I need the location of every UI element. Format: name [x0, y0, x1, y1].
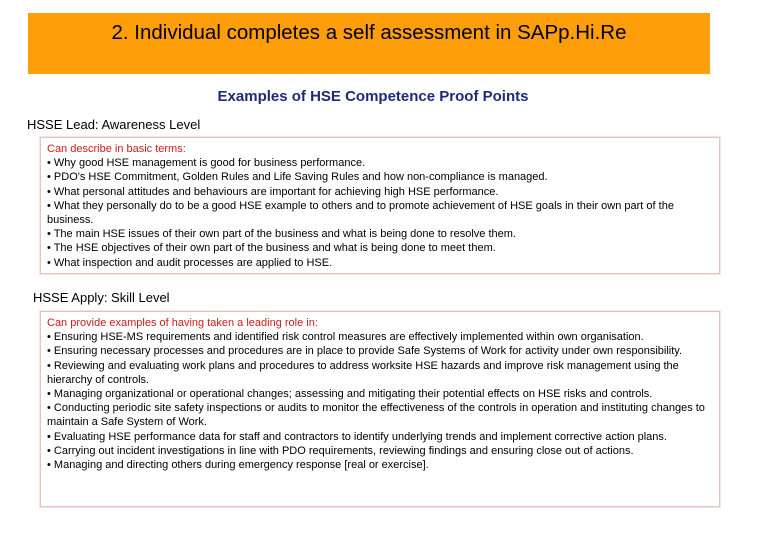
skill-item: • Managing and directing others during emergency response [real or exercise]. [47, 459, 429, 472]
skill-lead-text: Can provide examples of having taken a leading role in: [47, 317, 318, 329]
section-heading-awareness: HSSE Lead: Awareness Level [27, 117, 201, 132]
title-banner [28, 13, 710, 74]
awareness-item: • Why good HSE management is good for business performance. [47, 157, 366, 170]
awareness-item: • What they personally do to be a good HSE example to others and to promote achievement of HSE goals in their own part of the business. [47, 199, 674, 227]
awareness-lead-text: Can describe in basic terms: [47, 143, 186, 155]
page-subtitle: Examples of HSE Competence Proof Points [217, 88, 529, 105]
skill-proof-points-box [40, 311, 720, 507]
awareness-item: • The main HSE issues of their own part of the business and what is being done to resolve them. [47, 228, 516, 241]
skill-item: • Carrying out incident investigations in line with PDO requirements, reviewing findings and ensuring close out of actions. [47, 444, 634, 457]
skill-item: • Ensuring necessary processes and procedures are in place to provide Safe Systems of Work for activity under own responsibility. [47, 345, 683, 358]
awareness-item: • What inspection and audit processes are applied to HSE. [47, 256, 333, 269]
skill-item: • Conducting periodic site safety inspections or audits to monitor the effectiveness of the controls in operation and instituting changes to maintain a Safe System of Work. [47, 402, 705, 429]
awareness-item: • PDO's HSE Commitment, Golden Rules and Life Saving Rules and how non-compliance is managed. [47, 171, 548, 184]
skill-item: • Reviewing and evaluating work plans and procedures to address worksite HSE hazards and improve risk management using the hierarchy of controls. [47, 359, 679, 386]
awareness-item: • What personal attitudes and behaviours are important for achieving high HSE performance. [47, 185, 499, 198]
skill-item: • Ensuring HSE-MS requirements and identified risk control measures are effectively implemented within own organisation. [47, 331, 644, 344]
skill-item: • Managing organizational or operational changes; assessing and mitigating their potential effects on HSE risks and controls. [47, 388, 653, 401]
section-heading-skill: HSSE Apply: Skill Level [33, 290, 170, 305]
skill-item: • Evaluating HSE performance data for staff and contractors to identify underlying trends and implement corrective action plans. [47, 430, 667, 443]
banner-title: 2. Individual completes a self assessment in SAPp.Hi.Re [111, 21, 627, 44]
awareness-item: • The HSE objectives of their own part of the business and what is being done to meet them. [47, 242, 496, 255]
awareness-proof-points-box [40, 137, 720, 274]
